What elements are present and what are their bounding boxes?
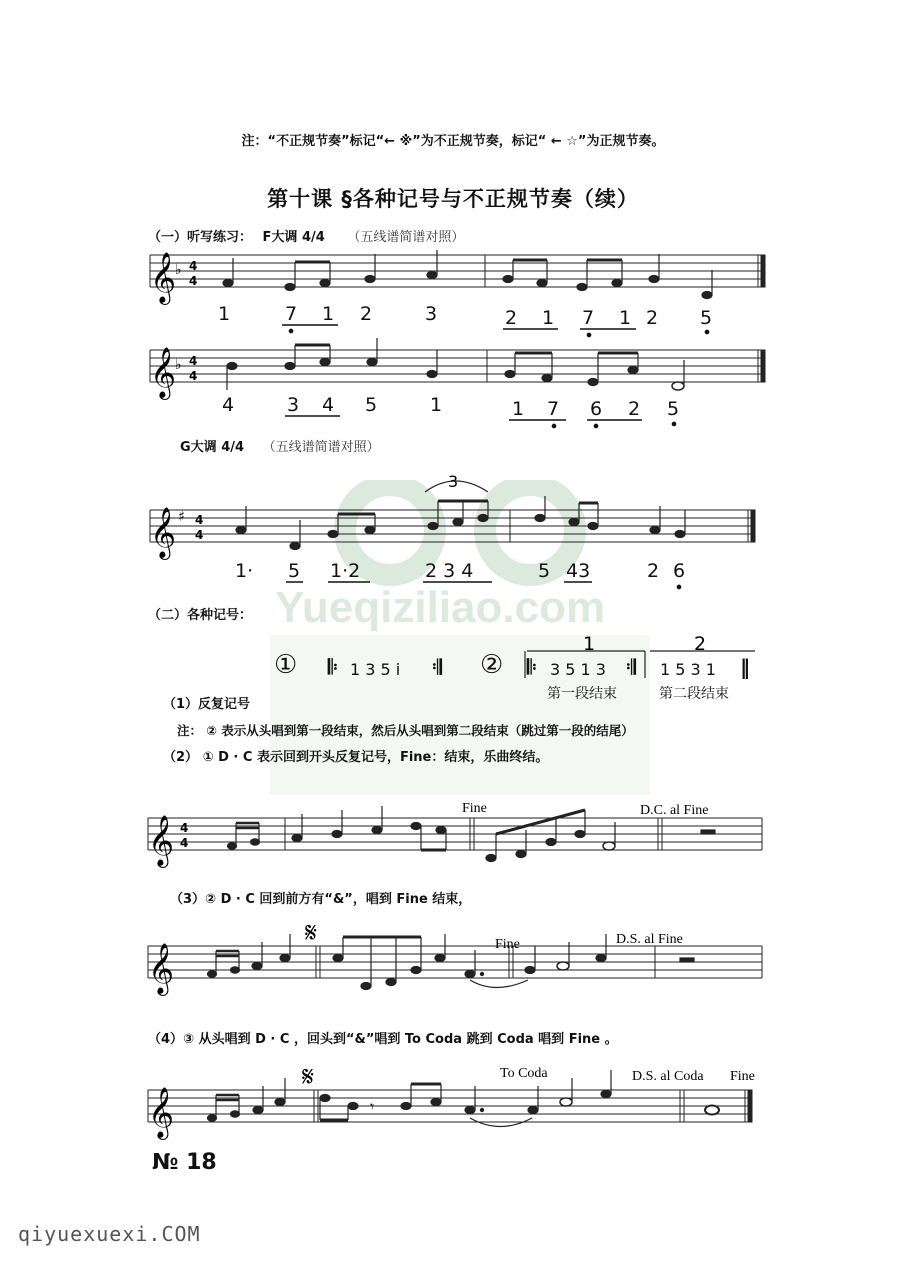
svg-text:2: 2: [647, 560, 660, 582]
svg-text:6: 6: [673, 560, 686, 582]
ds-al-fine-label: D.S. al Fine: [616, 932, 683, 947]
svg-text:4: 4: [322, 394, 335, 416]
svg-text:2: 2: [360, 303, 373, 325]
svg-text:1: 1: [619, 307, 632, 329]
svg-text:4: 4: [222, 394, 235, 416]
section1-label: （一）听写练习：: [148, 230, 253, 245]
item-2: （2） ① D · C 表示回到开头反复记号，Fine：结束，乐曲终结。: [163, 750, 549, 765]
treble-clef-icon: 𝄞: [150, 347, 177, 398]
svg-text:3: 3: [287, 394, 300, 416]
svg-text:4: 4: [189, 259, 198, 273]
svg-text:♭: ♭: [175, 357, 182, 373]
item-1: （1）反复记号: [163, 697, 251, 712]
circle-1: ①: [274, 650, 298, 680]
section1-key: F大调 4/4: [262, 230, 325, 245]
svg-text:6: 6: [590, 398, 603, 420]
ending1-label: 第一段结束: [547, 686, 617, 702]
svg-text:4: 4: [180, 821, 189, 835]
treble-clef-icon: 𝄞: [150, 507, 177, 558]
svg-text:4: 4: [180, 836, 189, 850]
svg-text:7: 7: [547, 398, 560, 420]
g-key-sub: （五线谱简谱对照）: [262, 440, 380, 455]
svg-text:1·2: 1·2: [330, 560, 361, 582]
fine-label: Fine: [462, 801, 487, 816]
svg-text:5: 5: [667, 398, 680, 420]
watermark-text: Yueqiziliao.com: [275, 583, 606, 632]
svg-text:1·: 1·: [235, 560, 254, 582]
svg-text:5: 5: [365, 394, 378, 416]
treble-clef-icon: 𝄞: [148, 815, 175, 866]
svg-text:2 3 4: 2 3 4: [425, 560, 474, 582]
svg-text:1: 1: [512, 398, 525, 420]
svg-text:4: 4: [195, 513, 204, 527]
g-key: G大调 4/4: [180, 440, 245, 455]
staff-row-1: [150, 255, 765, 287]
svg-text:2: 2: [628, 398, 641, 420]
svg-text:43: 43: [566, 560, 591, 582]
to-coda-label: To Coda: [500, 1066, 548, 1081]
treble-clef-icon: 𝄞: [148, 1087, 175, 1138]
repeat-seq-2a: 3 5 1 3: [550, 660, 606, 679]
svg-text:𝄾: 𝄾: [370, 1097, 375, 1116]
item-4: （4）③ 从头唱到 D · C ，回头到“&”唱到 To Coda 跳到 Coda 唱到 Fine 。: [148, 1032, 618, 1047]
circle-2: ②: [480, 650, 504, 680]
svg-text:5: 5: [700, 307, 713, 329]
svg-text:7: 7: [582, 307, 595, 329]
svg-text:2: 2: [505, 307, 518, 329]
svg-text:4: 4: [189, 354, 198, 368]
ds-al-coda-label: D.S. al Coda: [632, 1069, 704, 1084]
svg-text:1: 1: [218, 303, 231, 325]
row3-jianpu: [235, 560, 685, 582]
treble-clef-icon: 𝄞: [150, 252, 177, 303]
svg-text:7: 7: [285, 303, 298, 325]
ending2-label: 第二段结束: [659, 686, 729, 702]
svg-text:1: 1: [322, 303, 335, 325]
repeat-seq-2b: 1 5 3 1: [660, 660, 716, 679]
svg-text:5: 5: [538, 560, 551, 582]
fine-label: Fine: [495, 937, 520, 952]
svg-text:♭: ♭: [175, 262, 182, 278]
svg-text:♯: ♯: [178, 509, 185, 525]
triplet-mark: 3: [448, 472, 459, 491]
ending2-number: 2: [694, 633, 707, 655]
section2-heading: （二）各种记号：: [148, 608, 253, 623]
svg-text:4: 4: [189, 274, 198, 288]
repeat-seq-1: 1 3 5 i: [350, 660, 401, 679]
page-number: № 18: [152, 1150, 217, 1175]
svg-text:4: 4: [189, 369, 198, 383]
ending1-number: 1: [583, 633, 596, 655]
lesson-title: 第十课 §各种记号与不正规节奏（续）: [267, 187, 639, 211]
section1-sub: （五线谱简谱对照）: [347, 230, 465, 245]
treble-clef-icon: 𝄞: [148, 943, 175, 994]
item-3: （3）② D · C 回到前方有“&”，唱到 Fine 结束，: [170, 892, 472, 907]
staff-row-1-notes: [223, 250, 712, 299]
fine-label: Fine: [730, 1069, 755, 1084]
top-note: 注：“不正规节奏”标记“← ※”为不正规节奏，标记“ ← ☆”为正规节奏。: [241, 134, 665, 149]
svg-text:3: 3: [425, 303, 438, 325]
svg-text:1: 1: [542, 307, 555, 329]
g-major-heading: [180, 436, 380, 455]
brand-text: qiyuexuexi.COM: [18, 1222, 201, 1246]
svg-text:2: 2: [646, 307, 659, 329]
svg-text:5: 5: [288, 560, 301, 582]
segno-icon: 𝄋: [305, 916, 318, 949]
segno-icon: 𝄋: [302, 1060, 315, 1093]
svg-text:1: 1: [430, 394, 443, 416]
svg-text:4: 4: [195, 528, 204, 542]
note-2: 注： ② 表示从头唱到第一段结束，然后从头唱到第二段结束（跳过第一段的结尾）: [177, 723, 634, 738]
dc-al-fine-label: D.C. al Fine: [640, 803, 709, 818]
